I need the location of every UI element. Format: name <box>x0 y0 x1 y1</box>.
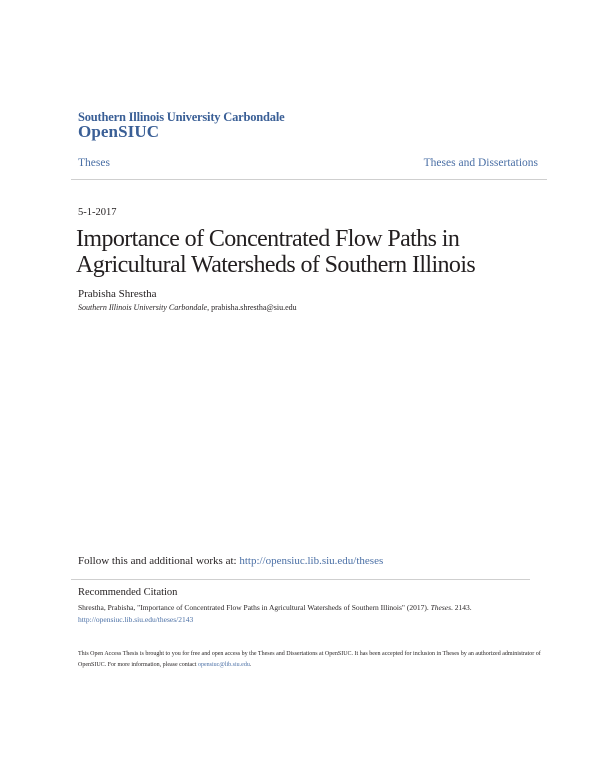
document-title <box>76 226 546 278</box>
follow-line <box>78 555 383 567</box>
affiliation-email: prabisha.shrestha@siu.edu <box>211 303 297 312</box>
theses-and-dissertations-link[interactable]: Theses and Dissertations <box>423 157 538 169</box>
follow-label: Follow this and additional works at: <box>78 555 240 567</box>
follow-url-link[interactable]: http://opensiuc.lib.siu.edu/theses <box>239 555 384 567</box>
header-divider <box>71 179 547 180</box>
citation-body: Shrestha, Prabisha, "Importance of Concentrated Flow Paths in Agricultural Watersheds of Southern Illinois" (2017). <box>78 603 431 612</box>
author-name: Prabisha Shrestha <box>78 288 157 300</box>
follow-divider <box>71 579 530 580</box>
citation-text <box>78 603 472 612</box>
open-access-notice <box>78 649 548 671</box>
theses-link[interactable]: Theses <box>78 157 110 169</box>
citation-series: Theses <box>430 603 452 612</box>
citation-number: . 2143. <box>451 603 472 612</box>
contact-email-link[interactable]: opensiuc@lib.siu.edu <box>197 662 250 668</box>
institution-name: Southern Illinois University Carbondale <box>78 110 285 124</box>
title-line-1: Importance of Concentrated Flow Paths in <box>76 226 460 252</box>
affiliation-separator: , <box>207 303 212 312</box>
publication-date: 5-1-2017 <box>78 207 117 218</box>
affiliation-institution: Southern Illinois University Carbondale <box>78 303 208 312</box>
author-affiliation <box>78 303 297 312</box>
repository-name: OpenSIUC <box>78 122 160 141</box>
title-line-2: Agricultural Watersheds of Southern Illinois <box>76 252 476 278</box>
citation-url-link[interactable]: http://opensiuc.lib.siu.edu/theses/2143 <box>78 615 194 624</box>
recommended-citation-heading: Recommended Citation <box>78 587 178 598</box>
notice-suffix: . <box>249 662 252 668</box>
notice-text: This Open Access Thesis is brought to you for free and open access by the Theses and Dissertations at OpenSIUC. It has been accepted for inclusion in Theses by an authorized administrator of OpenSIUC. For more information, please contact <box>78 651 541 668</box>
